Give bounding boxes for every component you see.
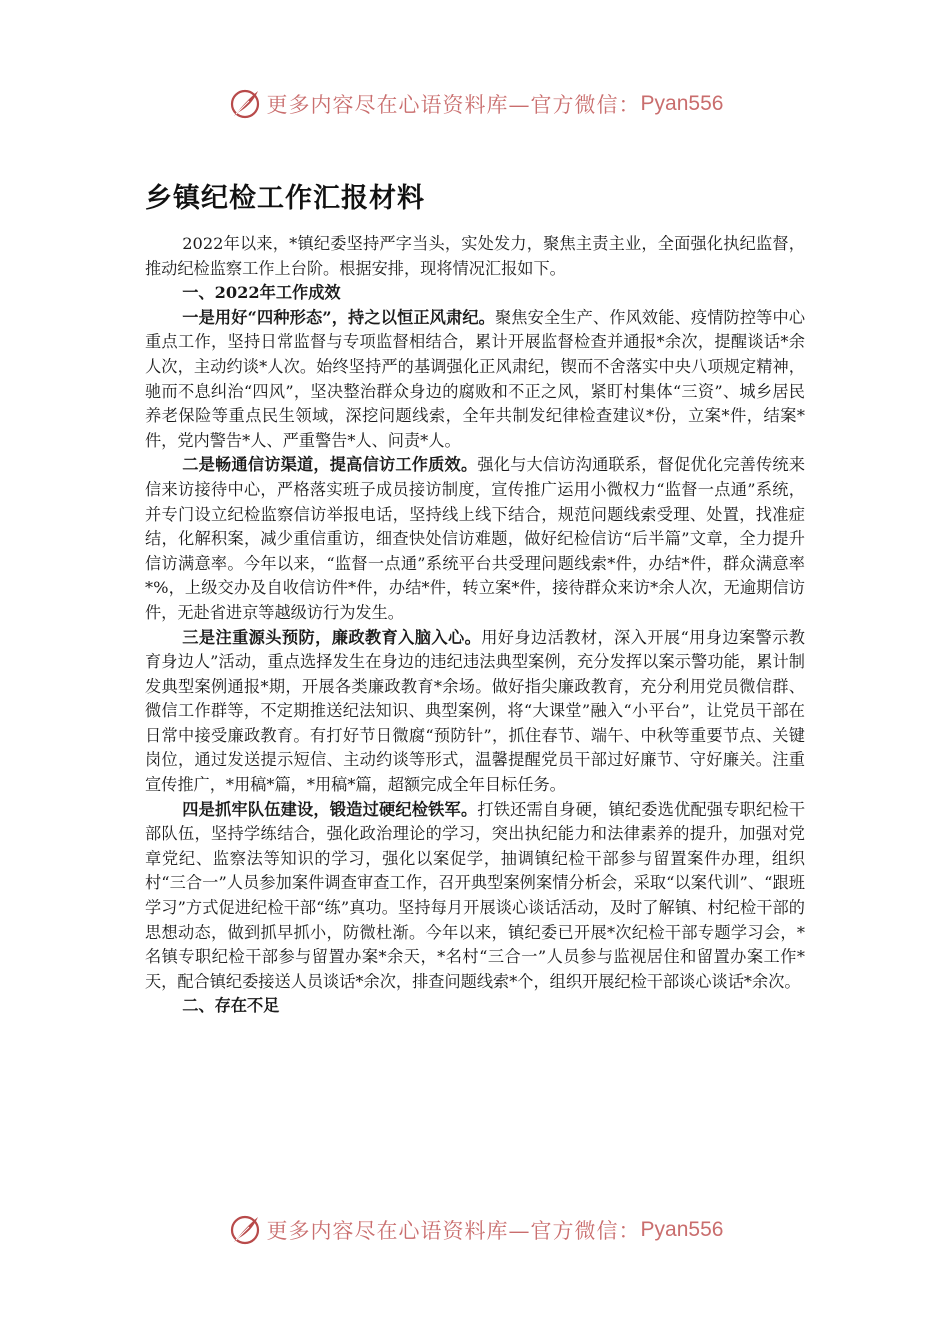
footer-banner <box>0 1210 950 1250</box>
paragraph-item-4 <box>145 798 805 995</box>
item-2-body: 强化与大信访沟通联系，督促优化完善传统来信来访接待中心，严格落实班子成员接访制度，宣传推广运用小微权力“监督一点通”系统，并专门设立纪检监察信访举报电话，坚持线上线下结合，规范问题线索受理、处置，找准症结，化解积案，减少重信重访，细查快处信访难题，做好纪检信访“后半篇”文章，全力提升信访满意率。今年以来，“监督一点通”系统平台共受理问题线索*件，办结*件，群众满意率*%，上级交办及自收信访件*件，办结*件，转立案*件，接待群众来访*余人次，无逾期信访件，无赴省进京等越级访行为发生。 <box>145 455 806 622</box>
paragraph-item-3 <box>145 626 805 798</box>
quill-logo-icon <box>227 86 263 122</box>
item-2-lead: 二是畅通信访渠道，提高信访工作质效。 <box>182 455 478 475</box>
item-1-lead: 一是用好“四种形态”，持之以恒正风肃纪。 <box>182 307 495 327</box>
banner-wechat-id: Pyan556 <box>640 1218 724 1241</box>
item-4-lead: 四是抓牢队伍建设，锻造过硬纪检铁军。 <box>182 799 478 819</box>
banner-wechat-id: Pyan556 <box>640 92 724 115</box>
document-title: 乡镇纪检工作汇报材料 <box>145 183 425 214</box>
section-heading-shortcomings: 二、存在不足 <box>182 996 280 1016</box>
item-1-body: 聚焦安全生产、作风效能、疫情防控等中心重点工作，坚持日常监督与专项监督相结合，累计开展监督检查并通报*余次，提醒谈话*余人次，主动约谈*人次。始终坚持严的基调强化正风肃纪，锲而不舍落实中央八项规定精神，驰而不息纠治“四风”，坚决整治群众身边的腐败和不正之风，紧盯村集体“三资”、城乡居民养老保险等重点民生领域，深挖问题线索，全年共制发纪律检查建议*份，立案*件，结案*件，党内警告*人、严重警告*人、问责*人。 <box>145 307 806 450</box>
item-3-lead: 三是注重源头预防，廉政教育入脑入心。 <box>182 627 482 647</box>
item-4-body: 打铁还需自身硬，镇纪委选优配强专职纪检干部队伍，坚持学练结合，强化政治理论的学习，突出执纪能力和法律素养的提升，加强对党章党纪、监察法等知识的学习，强化以案促学，抽调镇纪检干部参与留置案件办理，组织村“三合一”人员参加案件调查审查工作，召开典型案例案情分析会，采取“以案代训”、“跟班学习”方式促进纪检干部“练”真功。坚持每月开展谈心谈话活动，及时了解镇、村纪检干部的思想动态，做到抓早抓小，防微杜渐。今年以来，镇纪委已开展*次纪检干部专题学习会，*名镇专职纪检干部参与留置办案*余天，*名村“三合一”人员参与监视居住和留置办案工作*天，配合镇纪委接送人员谈话*余次，排查问题线索*个，组织开展纪检干部谈心谈话*余次。 <box>145 799 806 991</box>
section-heading-achievements: 一、2022年工作成效 <box>182 283 341 303</box>
banner-text: 更多内容尽在心语资料库—官方微信： <box>266 93 641 117</box>
item-3-body: 用好身边活教材，深入开展“用身边案警示教育身边人”活动，重点选择发生在身边的违纪违法典型案例，充分发挥以案示警功能，累计制发典型案例通报*期，开展各类廉政教育*余场。做好指尖廉政教育，充分利用党员微信群、微信工作群等，不定期推送纪法知识、典型案例，将“大课堂”融入“小平台”，让党员干部在日常中接受廉政教育。有打好节日微腐“预防针”，抓住春节、端午、中秋等重要节点、关键岗位，通过发送提示短信、主动约谈等形式，温馨提醒党员干部过好廉节、守好廉关。注重宣传推广，*用稿*篇，*用稿*篇，超额完成全年目标任务。 <box>145 627 805 795</box>
intro-paragraph: 2022年以来，*镇纪委坚持严字当头，实处发力，聚焦主责主业，全面强化执纪监督，推动纪检监察工作上台阶。根据安排，现将情况汇报如下。 <box>145 234 805 278</box>
banner-text: 更多内容尽在心语资料库—官方微信： <box>266 1219 641 1243</box>
paragraph-item-2 <box>145 453 805 625</box>
paragraph-item-1 <box>145 306 805 454</box>
document-body <box>145 232 805 1019</box>
header-banner <box>0 84 950 124</box>
quill-logo-icon <box>227 1212 263 1248</box>
